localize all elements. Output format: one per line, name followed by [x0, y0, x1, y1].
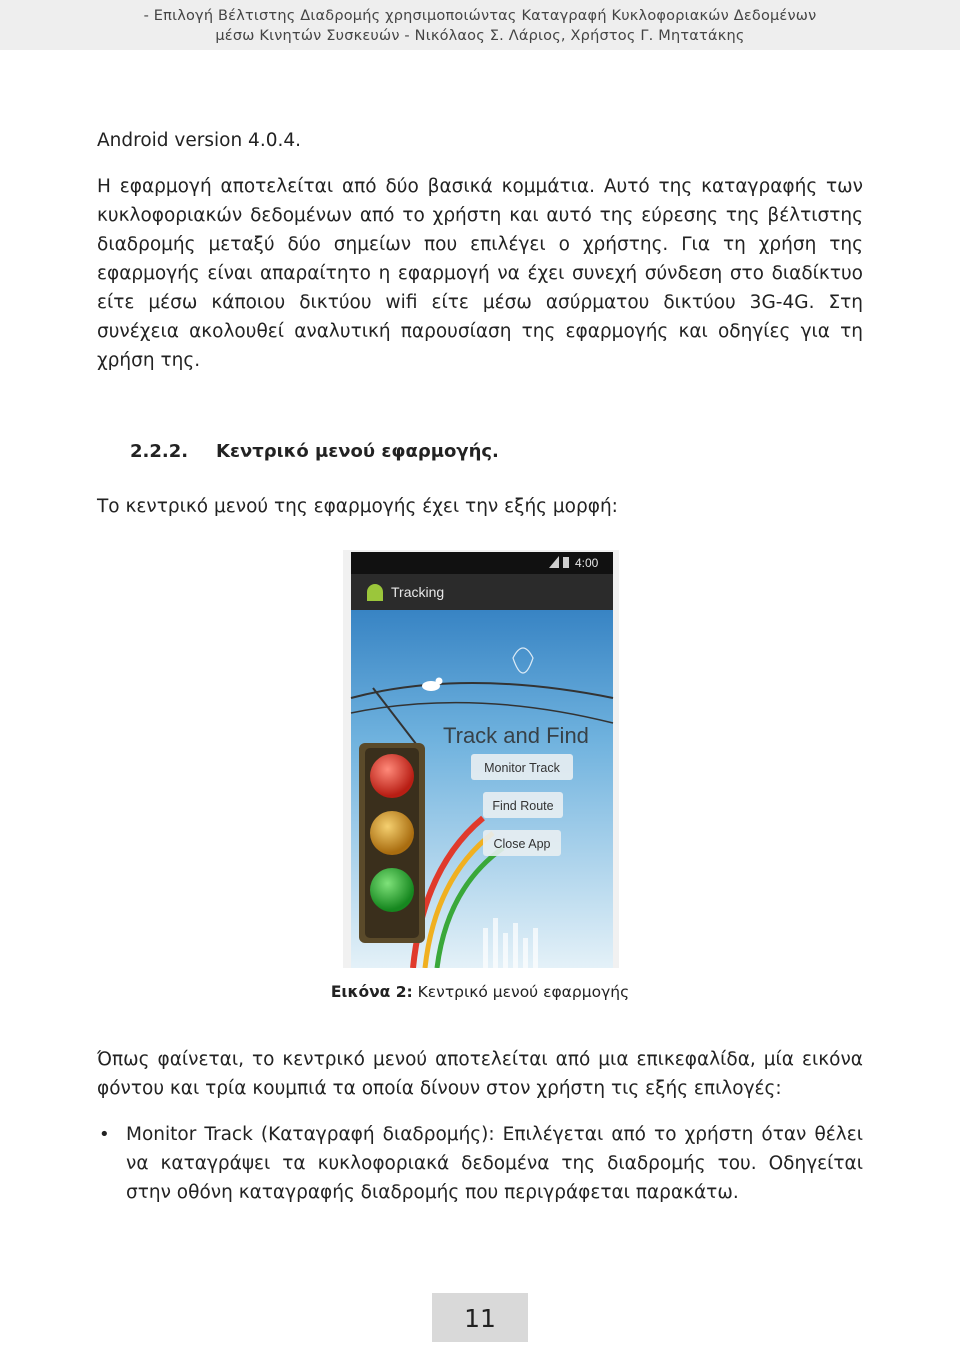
traffic-light-graphic: [359, 743, 425, 943]
status-time: 4:00: [575, 556, 599, 570]
running-header-line-2: μέσω Κινητών Συσκευών - Νικόλαος Σ. Λάριος, Χρήστος Γ. Μητατάκης: [215, 28, 745, 44]
find-route-button-label: Find Route: [492, 799, 554, 813]
figure-caption-text: Κεντρικό μενού εφαρμογής: [412, 983, 630, 1001]
android-version-text: Android version 4.0.4.: [97, 130, 301, 151]
figure-caption-label: Εικόνα 2:: [330, 983, 413, 1001]
monitor-track-button[interactable]: [471, 754, 573, 780]
close-app-button[interactable]: [483, 830, 561, 856]
find-route-button[interactable]: [483, 792, 563, 818]
bullet-text: Monitor Track (Καταγραφή διαδρομής): Επιλέγεται από το χρήστη όταν θέλει να καταγράψει τα κυκλοφοριακά δεδομένα της διαδρομής του. Οδηγείται στην οθόνη καταγραφής διαδρομής που περιγράφεται παρακάτω.: [126, 1124, 863, 1203]
status-bar: [351, 552, 613, 574]
options-bullet-list: [97, 1120, 863, 1207]
splash-title: Track and Find: [443, 723, 589, 748]
menu-intro-text: Το κεντρικό μενού της εφαρμογής έχει την εξής μορφή:: [97, 496, 618, 517]
yellow-light: [370, 811, 414, 855]
section-number: 2.2.2.: [130, 441, 189, 462]
figure-caption: [0, 980, 960, 1004]
phone-screen: [313, 548, 649, 968]
running-header-line-1: - Επιλογή Βέλτιστης Διαδρομής χρησιμοποιώντας Καταγραφή Κυκλοφοριακών Δεδομένων: [143, 8, 817, 24]
description-paragraph: Όπως φαίνεται, το κεντρικό μενού αποτελείται από μια επικεφαλίδα, μία εικόνα φόντου και τρία κουμπιά τα οποία δίνουν στον χρήστη τις εξής επιλογές:: [97, 1049, 863, 1099]
running-header: [0, 0, 960, 50]
battery-icon: [563, 557, 569, 568]
close-app-button-label: Close App: [493, 837, 551, 851]
green-light: [370, 868, 414, 912]
section-heading: [130, 437, 499, 466]
phone-screenshot-figure: [313, 548, 649, 968]
monitor-track-button-label: Monitor Track: [484, 761, 560, 775]
action-bar-title: Tracking: [391, 584, 445, 600]
android-logo-icon: [367, 584, 383, 601]
red-light: [370, 754, 414, 798]
list-item: [97, 1120, 863, 1207]
section-title: Κεντρικό μενού εφαρμογής.: [216, 441, 499, 462]
page-number: 11: [432, 1293, 528, 1342]
intro-paragraph: Η εφαρμογή αποτελείται από δύο βασικά κομμάτια. Αυτό της καταγραφής των κυκλοφοριακών δεδομένων από το χρήστη και αυτό της εύρεσης της βέλτιστης διαδρομής μεταξύ δύο σημείων που επιλέγει ο χρήστης. Για τη χρήση της εφαρμογής είναι απαραίτητο η εφαρμογή να έχει συνεχή σύνδεση στο διαδίκτυο είτε μέσω κάποιου δικτύου wifi είτε μέσω ασύρματου δικτύου 3G-4G. Στη συνέχεια ακολουθεί αναλυτική παρουσίαση της εφαρμογής και οδηγίες για τη χρήση της.: [97, 176, 863, 371]
bullet-icon: •: [99, 1124, 110, 1145]
